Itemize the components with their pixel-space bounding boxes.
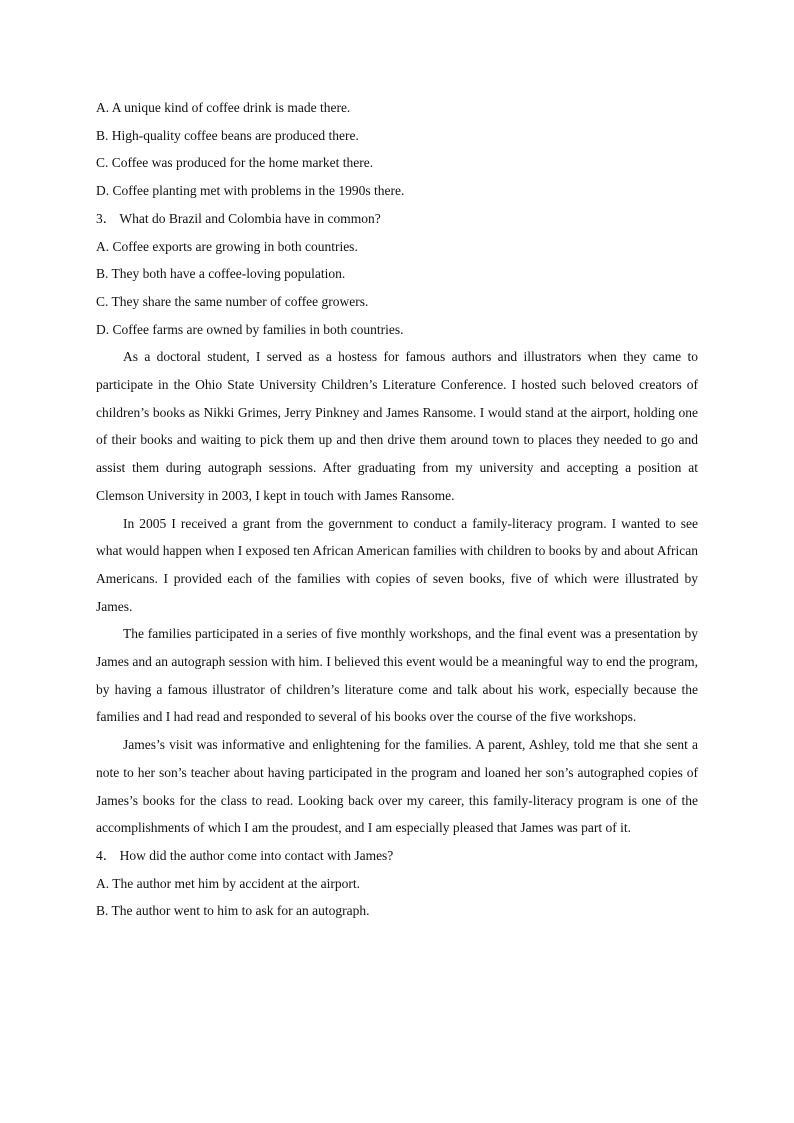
q2-option-d[interactable]: D. Coffee planting met with problems in the 1990s there. [96,183,405,199]
passage-paragraph-3: The families participated in a series of five monthly workshops, and the final event was a presentation by James and an autograph session with him. I believed this event would be a meaningful way to end the program, by having a famous illustrator of children’s literature come and talk about his work, especially because the families and I had read and responded to several of his books over the course of the five workshops. [96,626,698,725]
q3-option-d[interactable]: D. Coffee farms are owned by families in both countries. [96,321,404,337]
passage-paragraph-4: James’s visit was informative and enlightening for the families. A parent, Ashley, told me that she sent a note to her son’s teacher about having participated in the program and loaned her son’s autographed copies of James’s books for the class to read. Looking back over my career, this family-literacy program is one of the accomplishments of which I am the proudest, and I am especially pleased that James was part of it. [96,737,698,836]
q4-option-b[interactable]: B. The author went to him to ask for an autograph. [96,903,370,919]
q3-option-b[interactable]: B. They both have a coffee-loving population. [96,266,346,282]
document-page [96,94,698,925]
passage-paragraph-2: In 2005 I received a grant from the government to conduct a family-literacy program. I wanted to see what would happen when I exposed ten African American families with children to books by and about African Americans. I provided each of the families with copies of seven books, five of which were illustrated by James. [96,515,698,614]
q4-question: 4． How did the author come into contact with James? [96,847,394,863]
q3-option-a[interactable]: A. Coffee exports are growing in both countries. [96,238,358,254]
q4-option-a[interactable]: A. The author met him by accident at the airport. [96,875,361,891]
q3-option-c[interactable]: C. They share the same number of coffee growers. [96,293,369,309]
q3-question: 3． What do Brazil and Colombia have in common? [96,210,381,226]
passage-paragraph-1: As a doctoral student, I served as a hostess for famous authors and illustrators when they came to participate in the Ohio State University Children’s Literature Conference. I hosted such beloved creators of children’s books as Nikki Grimes, Jerry Pinkney and James Ransome. I would stand at the airport, holding one of their books and waiting to pick them up and then drive them around town to places they needed to go and assist them during autograph sessions. After graduating from my university and accepting a position at Clemson University in 2003, I kept in touch with James Ransome. [96,349,698,503]
q2-option-c[interactable]: C. Coffee was produced for the home market there. [96,155,374,171]
q2-option-b[interactable]: B. High-quality coffee beans are produced there. [96,127,359,143]
q2-option-a[interactable]: A. A unique kind of coffee drink is made there. [96,100,351,115]
